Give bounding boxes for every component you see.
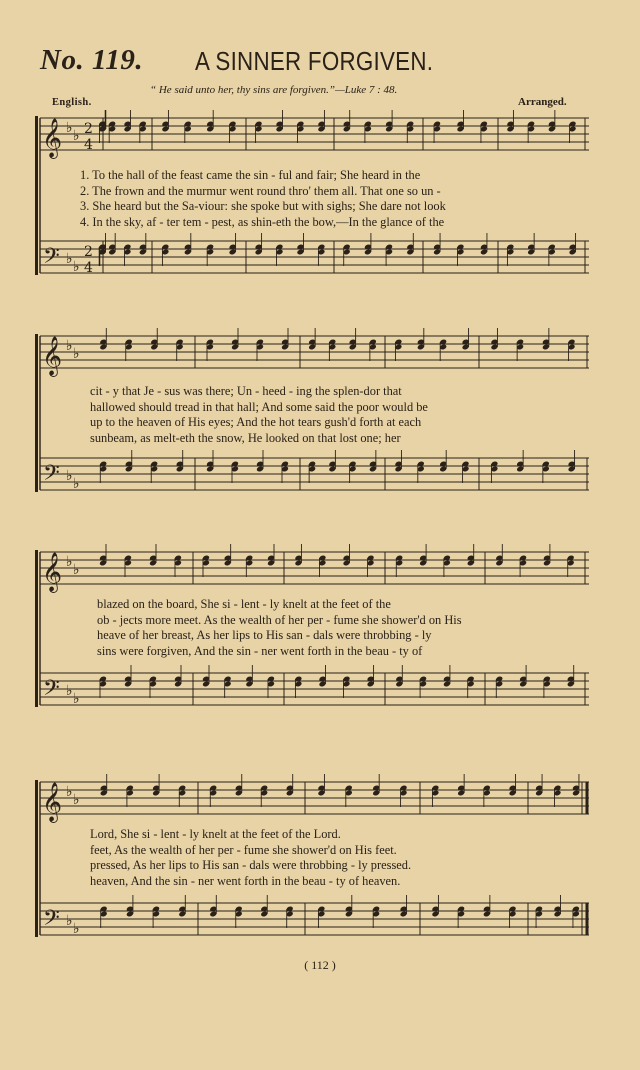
lyrics-system-3 [97,597,462,659]
key-signature-flat: ♭ [73,921,80,937]
key-signature-flat: ♭ [66,468,73,484]
time-signature: 4 [84,137,93,153]
key-signature-flat: ♭ [73,476,80,492]
key-signature-flat: ♭ [66,554,73,570]
lyric-line: 2. The frown and the murmur went round thro' them all. That one so un - [80,183,441,198]
bass-clef: 𝄢 [43,676,60,706]
time-signature: 4 [84,260,93,276]
hymn-title: A SINNER FORGIVEN. [195,46,434,76]
treble-clef: 𝄞 [42,336,63,376]
lyric-line: cit - y that Je - sus was there; Un - heed - ing the splen-dor that [90,384,402,398]
lyric-line: feet, As the wealth of her per - fume she shower'd on His feet. [90,842,397,857]
lyric-line: up to the heaven of His eyes; And the hot tears gush'd forth at each [90,415,422,430]
key-signature-flat: ♭ [73,792,80,808]
lyric-line: pressed, As her lips to His san - dals were throbbing - ly pressed. [90,858,412,873]
arranger-credit: Arranged. [518,96,567,108]
key-signature-flat: ♭ [73,346,80,362]
time-signature: 2 [84,244,93,260]
key-signature-flat: ♭ [73,691,80,707]
key-signature-flat: ♭ [73,562,80,578]
lyric-line: blazed on the board, She si - lent - ly knelt at the feet of the [97,597,391,611]
lyric-line: Lord, She si - lent - ly knelt at the feet of the Lord. [90,827,341,841]
treble-clef: 𝄞 [42,782,63,822]
lyric-line: hallowed should tread in that hall; And some said the poor would be [90,399,428,414]
lyric-line: heaven, And the sin - ner went forth in the beau - ty of heaven. [90,873,401,888]
system-brace [35,116,38,275]
hymn-number: No. 119. [40,44,144,76]
scripture-epigraph: “ He said unto her, thy sins are forgiven.”—Luke 7 : 48. [150,84,398,96]
bass-clef: 𝄢 [43,461,60,491]
lyric-line: ob - jects more meet. As the wealth of her per - fume she shower'd on His [97,612,462,627]
system-brace [35,334,38,492]
key-signature-flat: ♭ [66,913,73,929]
bass-clef: 𝄢 [43,906,60,936]
key-signature-flat: ♭ [66,251,73,267]
key-signature-flat: ♭ [73,128,80,144]
lyric-line: 1. To the hall of the feast came the sin - ful and fair; She heard in the [80,168,421,182]
key-signature-flat: ♭ [66,784,73,800]
time-signature: 2 [84,121,93,137]
lyrics-system-2 [90,384,428,446]
treble-clef: 𝄞 [42,552,63,592]
page-number: ( 112 ) [304,958,336,972]
lyrics-system-4 [90,827,411,889]
key-signature-flat: ♭ [66,683,73,699]
lyric-line: 3. She heard but the Sa-viour: she spoke but with sighs; She dare not look [80,199,446,214]
lyric-line: 4. In the sky, af - ter tem - pest, as shin-eth the bow,—In the glance of the [80,214,445,229]
lyric-line: sins were forgiven, And the sin - ner went forth in the beau - ty of [97,643,423,658]
key-signature-flat: ♭ [73,259,80,275]
lyric-line: heave of her breast, As her lips to His san - dals were throbbing - ly [97,628,432,643]
key-signature-flat: ♭ [66,120,73,136]
bass-clef: 𝄢 [43,244,60,274]
lyrics-system-1 [80,168,446,230]
system-brace [35,550,38,707]
system-brace [35,780,38,937]
lyric-line: sunbeam, as melt-eth the snow, He looked on that lost one; her [90,430,401,445]
treble-clef: 𝄞 [42,118,63,158]
composer-credit: English. [52,97,92,108]
key-signature-flat: ♭ [66,338,73,354]
